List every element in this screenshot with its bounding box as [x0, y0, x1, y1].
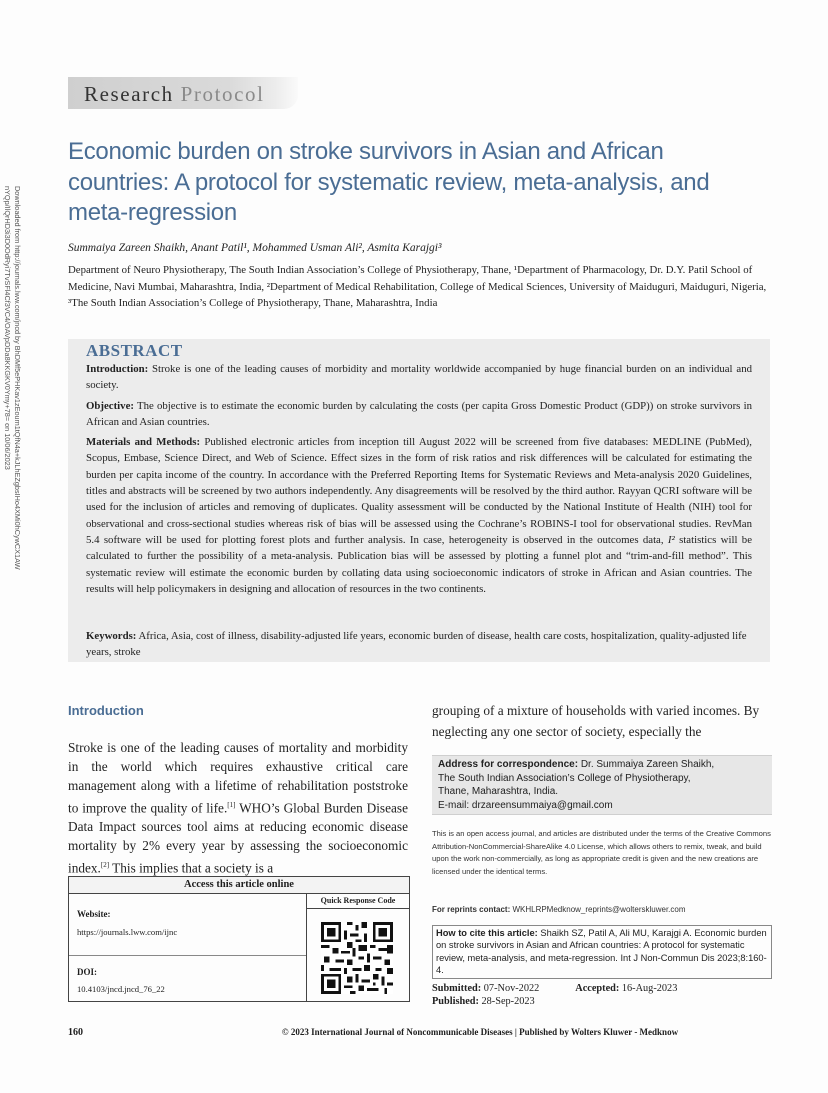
correspondence-line-3: Thane, Maharashtra, India. [438, 786, 559, 798]
access-box-divider [306, 894, 307, 1001]
reprints-label: For reprints contact: [432, 905, 511, 914]
affiliations: Department of Neuro Physiotherapy, The South Indian Association’s College of Physiotherapy, Thane, ¹Department of Pharmacology, Dr. D.Y. Patil School of Medicine, Navi Mumbai, Maharashtra, India, ²Department of Medical Rehabilitation, College of Medical Sciences, University of Maiduguri, Maiduguri, Nigeria, ³The South Indian Association’s College of Physiotherapy, Thane, Maharashtra, India [68, 264, 767, 309]
license-notice: This is an open access journal, and articles are distributed under the terms of the Creative Commons Attribution-NonCommercial-ShareAlike 4.0 License, which allows others to remix, tweak, and build upon the work non-commercially, as long as appropriate credit is given and the new creations are licensed under the identical terms. [432, 829, 771, 876]
author-list: Summaiya Zareen Shaikh, Anant Patil¹, Mohammed Usman Ali², Asmita Karajgi³ [68, 242, 442, 254]
doi-label: DOI: [77, 967, 97, 977]
submitted-label: Submitted: [432, 983, 482, 994]
article-type-word-1: Research [84, 82, 174, 106]
article-type-word-2: Protocol [180, 82, 265, 106]
introduction-body [68, 739, 408, 878]
citation-body: Shaikh SZ, Patil A, Ali MU, Karajgi A. Economic burden on stroke survivors in Asian and African countries: A protocol for systematic review, meta-analysis, and meta-regression. Int J Non-Commun Dis 2023;8:160-4. [436, 928, 767, 976]
access-box-heading: Access this article online [69, 877, 409, 894]
abstract-heading: ABSTRACT [86, 341, 183, 360]
correspondence-label: Address for correspondence: [438, 759, 579, 770]
website-label: Website: [77, 909, 111, 919]
introduction-heading: Introduction [68, 703, 144, 718]
abstract-methods-text-1: Published electronic articles from inception till August 2022 will be screened from five databases: MEDLINE (PubMed), Scopus, Embase, Science Direct, and Web of Science. Effect sizes in the form of risk ratios and risk differences will be calculated for estimating the burden per capita income of the country. In accordance with the Preferred Reporting Items for Systematic Reviews and Meta-analysis 2020 Guidelines, titles and abstracts will be screened by two authors independently. Any disagreements will be resolved by the third author. Rayyan QCRI software will be used for the inclusion of articles and removing of duplicates. Quality assessment will be conducted by the National Institute of Health (NIH) tool for observational and cross-sectional studies whereas risk of bias will be assessed using the Cochrane’s ROBINS-I tool for observational studies. RevMan 5.4 software will be used for plotting forest plots and further analysis. In case, heterogeneity is observed in the outcomes data, [86, 436, 752, 546]
keywords [86, 628, 752, 661]
dates-row-2 [432, 995, 677, 1008]
reprints-email[interactable]: WKHLRPMedknow_reprints@wolterskluwer.com [510, 905, 686, 914]
citation-text [436, 927, 768, 977]
submitted-date: 07-Nov-2022 [481, 983, 540, 994]
article-title: Economic burden on stroke survivors in Asian and African countries: A protocol for systematic review, meta-analysis, and meta-regression [68, 138, 710, 226]
reference-1-link[interactable]: [1] [227, 800, 236, 809]
keywords-text: Africa, Asia, cost of illness, disability-adjusted life years, economic burden of disease, health care costs, hospitalization, quality-adjusted life years, stroke [86, 630, 747, 659]
watermark-line-1: Downloaded from http://journals.lww.com/jncd by BhDMf5ePHKav1zEoum1tQfN4a+kJLhEZgbsIHo4XMi0hCywCX1AW [13, 186, 22, 570]
correspondence-line-2: The South Indian Association’s College of Physiotherapy, [438, 772, 691, 784]
abstract-methods [86, 434, 752, 597]
access-article-box [68, 876, 410, 1002]
article-type-label [84, 82, 265, 107]
accepted-label: Accepted: [575, 983, 620, 994]
correspondence-name: Dr. Summaiya Zareen Shaikh, [578, 759, 715, 770]
accepted-date: 16-Aug-2023 [619, 983, 678, 994]
abstract-introduction [86, 361, 752, 394]
citation-label: How to cite this article: [436, 928, 538, 938]
website-link[interactable]: https://journals.lww.com/ijnc [77, 927, 178, 937]
published-label: Published: [432, 996, 479, 1007]
page-number: 160 [68, 1027, 83, 1038]
abstract-methods-text-2: statistics will be calculated to further the possibility of a meta-analysis. Publication bias will be assessed by plotting a funnel plot and “trim-and-fill method”. This systematic review will estimate the economic burden by collating data using socioeconomic indicators of stroke in African and Asian countries. The results will help policymakers in designing and allocation of resources in the two continents. [86, 533, 752, 595]
footer-copyright: © 2023 International Journal of Noncommunicable Diseases | Published by Wolters Kluwer - Medknow [281, 1027, 679, 1037]
introduction-continued: grouping of a mixture of households with varied incomes. By neglecting any one sector of society, especially the [432, 703, 760, 739]
download-watermark [2, 186, 22, 686]
correspondence-line-1 [438, 758, 768, 772]
keywords-label: Keywords: [86, 630, 137, 642]
correspondence-text [438, 758, 768, 812]
qr-heading: Quick Response Code [307, 894, 409, 909]
intro-text-2: WHO’s Global Burden Disease Data Impact sources tool aims at reducing economic disease mortality by 2% every year by assessing the socioeconomic index. [68, 800, 408, 876]
doi-link[interactable]: 10.4103/jncd.jncd_76_22 [77, 984, 165, 994]
watermark-line-2: nYQp/IlQrHD3i3D0OdRyi7TvSFl4Cf3VC4/OAVpDDa8KKGKV0Ymy+78= on 10/06/2023 [3, 186, 12, 470]
abstract-objective-label: Objective: [86, 399, 134, 412]
abstract-objective-text: The objective is to estimate the economic burden by calculating the costs (per capita Gross Domestic Product (GDP)) on stroke survivors in African and Asian countries. [86, 399, 752, 428]
qr-code-icon[interactable] [321, 922, 393, 994]
published-date: 28-Sep-2023 [478, 996, 535, 1007]
reference-2-link[interactable]: [2] [100, 860, 110, 869]
abstract-methods-italic: I² [667, 533, 675, 546]
abstract-methods-label: Materials and Methods: [86, 436, 201, 449]
intro-text-3: This implies that a society is a [109, 860, 274, 876]
reprints-contact [432, 905, 772, 914]
abstract-intro-label: Introduction: [86, 363, 149, 375]
access-box-separator [69, 955, 306, 956]
abstract-body [86, 361, 752, 601]
intro-text-1: Stroke is one of the leading causes of mortality and morbidity in the world which requires exhaustive critical care management along with a lifetime of rehabilitation poststroke to improve the quality of life. [68, 740, 408, 816]
dates-row-1 [432, 982, 677, 995]
correspondence-email[interactable]: E-mail: drzareensummaiya@gmail.com [438, 799, 613, 811]
article-dates [432, 982, 677, 1008]
abstract-objective [86, 398, 752, 431]
abstract-intro-text: Stroke is one of the leading causes of morbidity and mortality worldwide accompanied by huge financial burden on an individual and society. [86, 363, 752, 392]
